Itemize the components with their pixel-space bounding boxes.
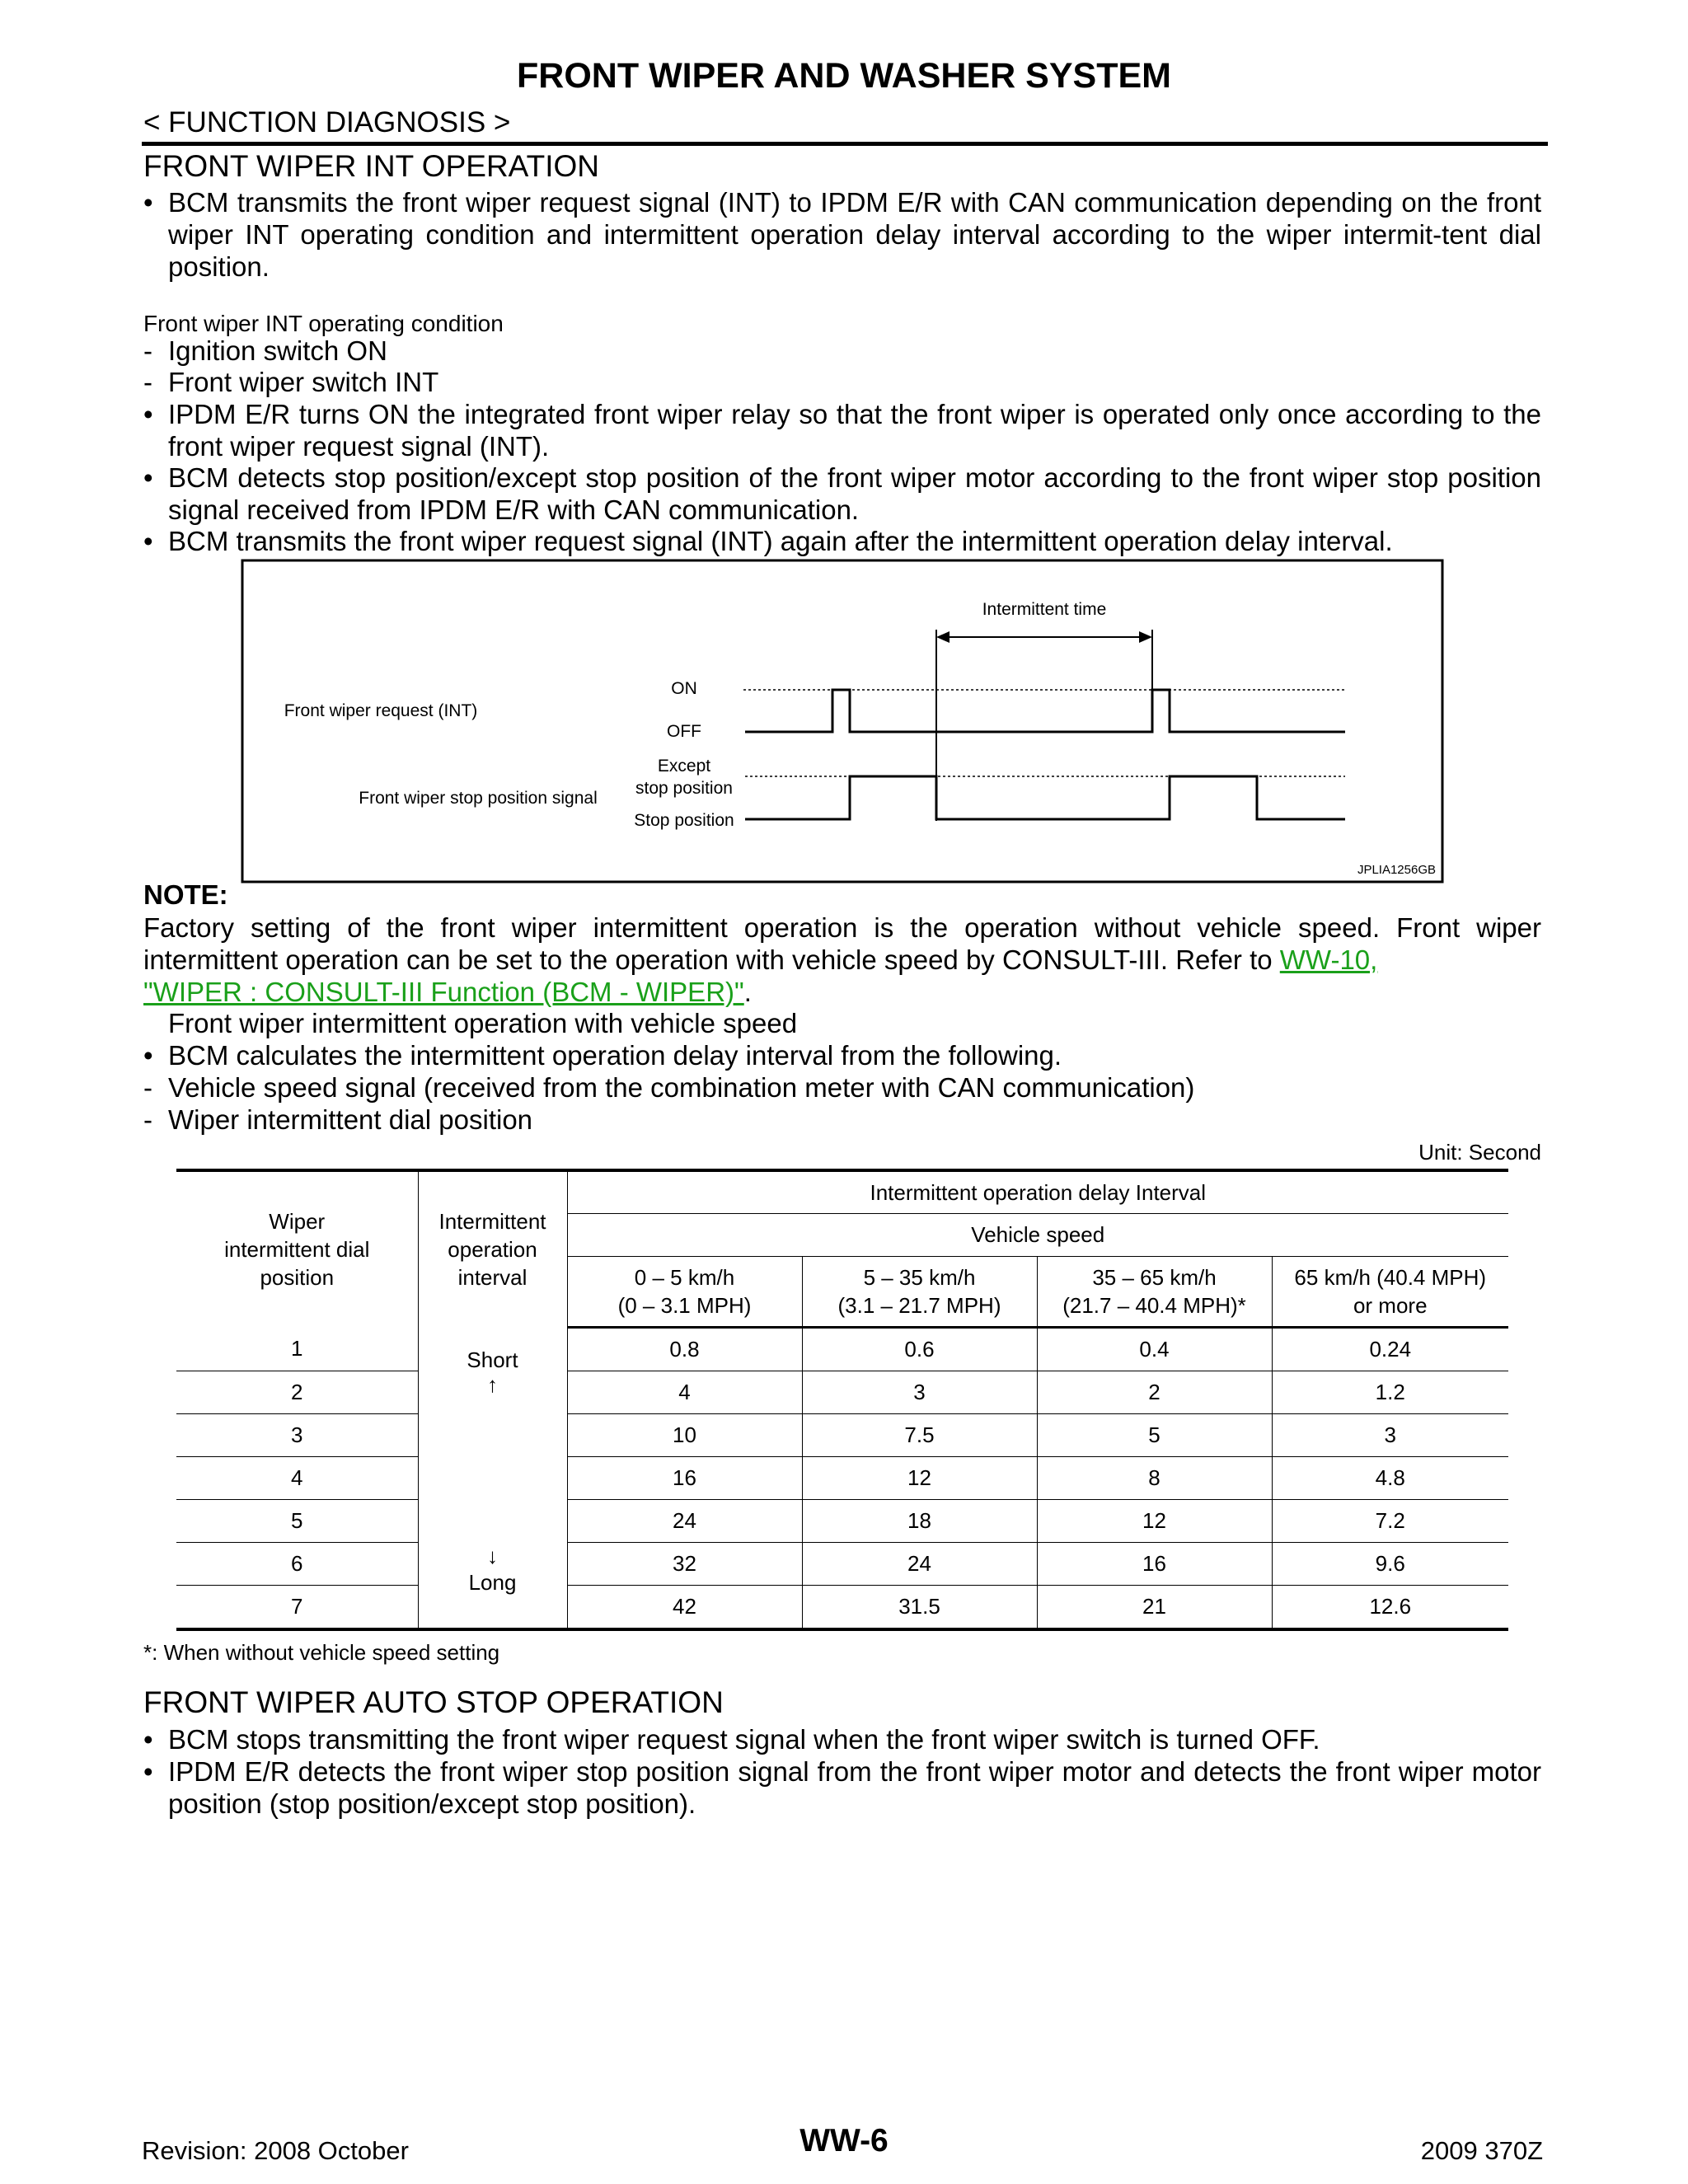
table-row — [176, 1456, 1508, 1499]
bullet-mark: • — [143, 1724, 153, 1755]
intermittent-time-label: Intermittent time — [982, 600, 1107, 619]
section-tag: < FUNCTION DIAGNOSIS > — [143, 106, 511, 138]
value-cell: 4.8 — [1272, 1456, 1508, 1499]
bullet-mark: • — [143, 1756, 153, 1787]
table-row — [176, 1327, 1508, 1371]
note-text — [143, 912, 1541, 1008]
bullet-mark: • — [143, 1040, 153, 1071]
consult-function-link[interactable]: "WIPER : CONSULT-III Function (BCM - WIPER)" — [143, 977, 744, 1007]
dash-mark: - — [143, 1104, 152, 1135]
footer-revision: Revision: 2008 October — [142, 2136, 409, 2165]
table-unit: Unit: Second — [1418, 1140, 1541, 1165]
int-bullet — [143, 398, 1541, 462]
value-cell: 10 — [567, 1413, 802, 1456]
value-cell: 16 — [1037, 1542, 1272, 1585]
value-cell: 7.2 — [1272, 1499, 1508, 1542]
value-cell: 3 — [802, 1371, 1037, 1413]
delay-interval-table — [176, 1169, 1508, 1631]
dash-mark: - — [143, 335, 152, 366]
interval-long: Long — [468, 1570, 517, 1595]
vehicle-speed-item — [143, 1071, 1541, 1104]
value-cell: 2 — [1037, 1371, 1272, 1413]
vehicle-speed-item-text: Vehicle speed signal (received from the combination meter with CAN communication) — [168, 1072, 1195, 1103]
int-bullet-text: BCM detects stop position/except stop position of the front wiper motor according to the front wiper stop position signal received from IPDM E/R with CAN communication. — [168, 462, 1541, 525]
value-cell: 0.6 — [802, 1327, 1037, 1371]
bullet-mark: • — [143, 526, 153, 556]
value-cell: 8 — [1037, 1456, 1272, 1499]
condition-title: Front wiper INT operating condition — [143, 311, 504, 336]
except-label-2: stop position — [635, 779, 733, 798]
header-interval: Intermittent operation interval — [418, 1170, 567, 1327]
page-title: FRONT WIPER AND WASHER SYSTEM — [517, 56, 1171, 96]
header-dial-position: Wiper intermittent dial position — [176, 1170, 418, 1327]
dash-mark: - — [143, 367, 152, 397]
value-cell: 5 — [1037, 1413, 1272, 1456]
on-label: ON — [671, 679, 697, 698]
footer-page-number: WW-6 — [799, 2123, 889, 2158]
header-delay-interval: Intermittent operation delay Interval — [567, 1170, 1508, 1213]
dial-cell: 6 — [176, 1542, 418, 1585]
bullet-mark: • — [143, 399, 153, 429]
auto-stop-bullet-text: IPDM E/R detects the front wiper stop position signal from the front wiper motor and detects the front wiper motor position (stop position/except stop position). — [168, 1756, 1541, 1819]
auto-stop-bullet — [143, 1723, 1541, 1755]
table-row — [176, 1499, 1508, 1542]
header-speed-col: 5 – 35 km/h (3.1 – 21.7 MPH) — [802, 1256, 1037, 1327]
value-cell: 12 — [802, 1456, 1037, 1499]
note-body: Factory setting of the front wiper intermittent operation is the operation without vehicle speed. Front wiper intermittent operation can be set to the operation with vehicle speed by CONSULT-III. Refer to — [143, 912, 1541, 975]
int-bullet-text: IPDM E/R turns ON the integrated front wiper relay so that the front wiper is operated only once according to the front wiper request signal (INT). — [168, 399, 1541, 462]
dash-mark: - — [143, 1072, 152, 1103]
condition-item — [143, 335, 1541, 367]
value-cell: 0.4 — [1037, 1327, 1272, 1371]
value-cell: 12 — [1037, 1499, 1272, 1542]
auto-stop-heading: FRONT WIPER AUTO STOP OPERATION — [143, 1685, 724, 1719]
arrow-up-icon: ↑ — [487, 1372, 498, 1397]
arrow-down-icon: ↓ — [487, 1544, 498, 1568]
value-cell: 18 — [802, 1499, 1037, 1542]
diagram-code: JPLIA1256GB — [1357, 863, 1436, 877]
int-bullet-text: BCM transmits the front wiper request signal (INT) again after the intermittent operation delay interval. — [168, 526, 1393, 556]
value-cell: 12.6 — [1272, 1585, 1508, 1629]
off-label: OFF — [667, 722, 701, 741]
int-intro-bullet — [143, 186, 1541, 283]
note-label: NOTE: — [143, 879, 228, 910]
request-signal-label: Front wiper request (INT) — [284, 701, 478, 720]
table-row — [176, 1585, 1508, 1629]
dial-cell: 7 — [176, 1585, 418, 1629]
value-cell: 31.5 — [802, 1585, 1037, 1629]
value-cell: 7.5 — [802, 1413, 1037, 1456]
table-row — [176, 1371, 1508, 1413]
footer-model: 2009 370Z — [1420, 2136, 1543, 2165]
condition-text: Ignition switch ON — [168, 335, 387, 366]
timing-diagram — [241, 559, 1444, 883]
header-rule — [142, 142, 1548, 146]
auto-stop-bullet — [143, 1755, 1541, 1820]
value-cell: 21 — [1037, 1585, 1272, 1629]
dial-cell: 4 — [176, 1456, 418, 1499]
dial-cell: 2 — [176, 1371, 418, 1413]
value-cell: 9.6 — [1272, 1542, 1508, 1585]
int-bullet — [143, 462, 1541, 526]
int-intro-text: BCM transmits the front wiper request signal (INT) to IPDM E/R with CAN communication depending on the front wiper INT operating condition and intermittent operation delay interval according to the wiper intermit-tent dial position. — [168, 187, 1541, 282]
int-bullet — [143, 525, 1541, 557]
header-speed-col: 35 – 65 km/h (21.7 – 40.4 MPH)* — [1037, 1256, 1272, 1327]
value-cell: 16 — [567, 1456, 802, 1499]
value-cell: 0.8 — [567, 1327, 802, 1371]
vehicle-speed-bullet — [143, 1039, 1541, 1071]
dial-cell: 3 — [176, 1413, 418, 1456]
int-operation-heading: FRONT WIPER INT OPERATION — [143, 149, 599, 183]
condition-text: Front wiper switch INT — [168, 367, 439, 397]
header-vehicle-speed: Vehicle speed — [567, 1213, 1508, 1256]
interval-cell — [418, 1327, 567, 1629]
dial-cell: 1 — [176, 1327, 418, 1371]
interval-short: Short — [467, 1347, 518, 1372]
vehicle-speed-item — [143, 1104, 1541, 1136]
value-cell: 24 — [802, 1542, 1037, 1585]
stop-position-label: Stop position — [634, 811, 734, 830]
header-speed-col: 0 – 5 km/h (0 – 3.1 MPH) — [567, 1256, 802, 1327]
vehicle-speed-item-text: Wiper intermittent dial position — [168, 1104, 533, 1135]
value-cell: 24 — [567, 1499, 802, 1542]
bullet-mark: • — [143, 462, 153, 493]
value-cell: 32 — [567, 1542, 802, 1585]
table-row — [176, 1542, 1508, 1585]
value-cell: 0.24 — [1272, 1327, 1508, 1371]
bullet-mark: • — [143, 187, 153, 218]
ww10-link[interactable]: WW-10, — [1279, 944, 1378, 975]
note-end: . — [743, 977, 752, 1007]
auto-stop-bullet-text: BCM stops transmitting the front wiper request signal when the front wiper switch is turned OFF. — [168, 1724, 1320, 1755]
except-label-1: Except — [657, 757, 711, 776]
value-cell: 42 — [567, 1585, 802, 1629]
dial-cell: 5 — [176, 1499, 418, 1542]
stop-signal-label: Front wiper stop position signal — [359, 789, 598, 808]
table-footnote: *: When without vehicle speed setting — [143, 1640, 500, 1665]
value-cell: 1.2 — [1272, 1371, 1508, 1413]
value-cell: 4 — [567, 1371, 802, 1413]
value-cell: 3 — [1272, 1413, 1508, 1456]
condition-item — [143, 366, 1541, 398]
table-row — [176, 1413, 1508, 1456]
header-speed-col: 65 km/h (40.4 MPH) or more — [1272, 1256, 1508, 1327]
vehicle-speed-bullet-text: BCM calculates the intermittent operation delay interval from the following. — [168, 1040, 1062, 1071]
vehicle-speed-subtitle: Front wiper intermittent operation with vehicle speed — [168, 1008, 798, 1038]
diagram-frame — [242, 560, 1442, 882]
